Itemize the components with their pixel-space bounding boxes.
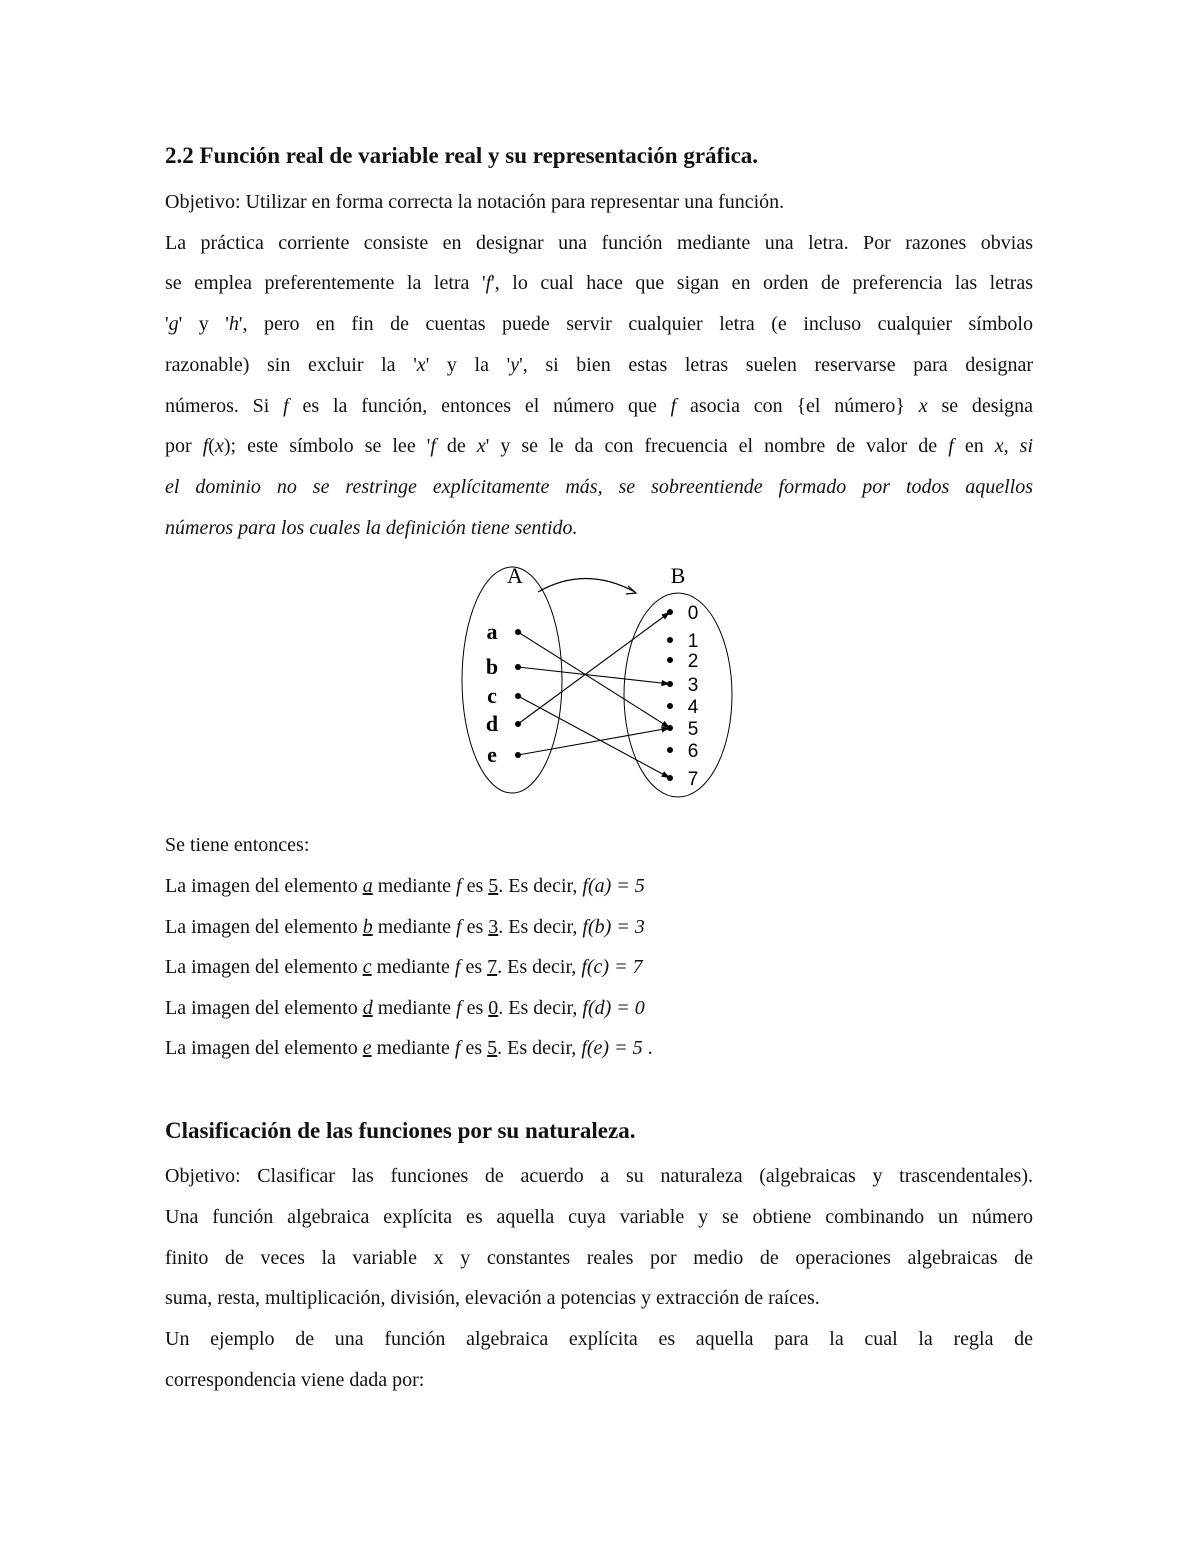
- text-segment: 3: [488, 915, 499, 938]
- text-line: [165, 996, 1033, 1020]
- text-line: [165, 231, 1033, 255]
- text-segment: Objetivo: Clasificar las funciones de acuerdo a su naturaleza (algebraicas y trascendentales).: [165, 1165, 1033, 1187]
- text-line: [165, 394, 1033, 418]
- text-segment: es: [461, 996, 489, 1019]
- text-line: [165, 1327, 1033, 1351]
- text-line: [165, 915, 1033, 939]
- mapping-line: [518, 696, 670, 778]
- text-segment: Un ejemplo de una función algebraica explícita es aquella para la cual la regla de: [165, 1328, 1033, 1351]
- codomain-label: 3: [687, 675, 699, 696]
- set-a-ellipse: [462, 567, 562, 793]
- text-segment: La imagen del elemento: [165, 956, 363, 978]
- text-segment: ' y la ': [425, 353, 511, 376]
- text-segment: . Es decir,: [497, 1037, 582, 1059]
- text-segment: f(a) = 5: [582, 875, 645, 897]
- text-segment: f(d) = 0: [582, 996, 645, 1019]
- text-line: [165, 434, 1033, 458]
- text-segment: x: [476, 435, 486, 458]
- text-segment: f: [948, 435, 954, 458]
- text-segment: La imagen del elemento: [165, 996, 363, 1019]
- text-segment: . Es decir,: [498, 996, 583, 1019]
- text-segment: de: [435, 435, 477, 458]
- domain-label: c: [487, 683, 497, 708]
- codomain-dot: [667, 637, 673, 643]
- codomain-dot: [667, 747, 673, 753]
- text-segment: mediante: [372, 996, 457, 1019]
- text-segment: f(b) = 3: [582, 915, 645, 938]
- text-segment: Objetivo: Utilizar en forma correcta la notación para representar una función.: [165, 191, 785, 213]
- text-segment: números para los cuales la definición tiene sentido.: [165, 516, 578, 539]
- text-line: [165, 312, 1033, 336]
- text-segment: mediante: [372, 915, 457, 938]
- text-segment: en: [953, 435, 995, 458]
- text-segment: (: [208, 435, 215, 458]
- text-segment: ' y se le da con frecuencia el nombre de valor de: [485, 435, 949, 458]
- text-segment: x: [918, 394, 928, 417]
- text-segment: x: [214, 435, 224, 458]
- section-title: 2.2 Función real de variable real y su representación gráfica.: [165, 143, 759, 168]
- text-segment: se designa: [927, 394, 1034, 417]
- text-line: [165, 874, 1033, 898]
- text-segment: mediante: [371, 956, 455, 978]
- text-segment: f: [202, 435, 209, 458]
- text-segment: si: [1019, 435, 1034, 458]
- text-segment: Una función algebraica explícita es aquella cuya variable y se obtiene combinando un número: [165, 1205, 1033, 1228]
- codomain-dot: [667, 657, 673, 663]
- text-line: [165, 1286, 1033, 1310]
- text-segment: y: [510, 353, 520, 376]
- text-segment: f(e) = 5: [581, 1037, 643, 1059]
- text-segment: es: [461, 875, 489, 897]
- domain-label: a: [486, 619, 498, 644]
- text-line: [165, 1036, 1033, 1060]
- text-segment: ); este símbolo se lee ': [223, 435, 431, 458]
- text-line: [165, 190, 1033, 214]
- text-segment: f: [456, 915, 462, 938]
- text-segment: La imagen del elemento: [165, 1037, 363, 1059]
- text-segment: f: [456, 996, 462, 1019]
- codomain-label: 4: [687, 697, 699, 718]
- domain-label: b: [485, 654, 499, 679]
- text-segment: es: [461, 915, 489, 938]
- text-segment: mediante: [371, 1037, 455, 1059]
- mapping-line: [518, 632, 670, 728]
- text-segment: g: [168, 313, 179, 336]
- text-segment: f: [430, 435, 436, 458]
- set-a-label: A: [507, 563, 523, 588]
- text-segment: f: [456, 875, 462, 897]
- text-segment: es: [460, 1037, 488, 1059]
- text-segment: f: [670, 394, 677, 417]
- text-segment: ', pero en fin de cuentas puede servir cualquier letra (e incluso cualquier símbolo: [238, 313, 1033, 336]
- text-segment: La práctica corriente consiste en designar una función mediante una letra. Por razones obvias: [165, 231, 1033, 254]
- text-segment: es: [460, 956, 488, 978]
- text-segment: . Es decir,: [498, 875, 583, 897]
- codomain-label: 2: [687, 651, 699, 672]
- text-segment: .: [642, 1037, 653, 1059]
- text-segment: correspondencia viene dada por:: [165, 1369, 425, 1391]
- text-segment: e: [362, 1037, 372, 1059]
- mapping-line: [518, 728, 670, 755]
- text-segment: h: [228, 313, 239, 336]
- text-segment: razonable) sin excluir la ': [165, 353, 417, 376]
- text-segment: c: [362, 956, 372, 978]
- set-b-label: B: [670, 563, 686, 588]
- domain-label: d: [485, 711, 499, 736]
- arrowhead-icon: [661, 612, 670, 619]
- text-line: [165, 271, 1033, 295]
- text-segment: 7: [487, 956, 498, 978]
- codomain-label: 1: [687, 631, 699, 652]
- section-title-2: Clasificación de las funciones por su naturaleza.: [165, 1118, 636, 1143]
- text-segment: f: [485, 272, 492, 295]
- text-segment: se emplea preferentemente la letra ': [165, 272, 486, 295]
- text-line: [165, 516, 1033, 540]
- text-segment: 0: [488, 996, 499, 1019]
- text-segment: La imagen del elemento: [165, 875, 363, 897]
- text-segment: f: [283, 394, 289, 417]
- codomain-label: 5: [687, 719, 699, 740]
- text-line: [165, 475, 1033, 499]
- text-segment: . Es decir,: [498, 915, 583, 938]
- text-segment: mediante: [372, 875, 457, 897]
- text-segment: el dominio no se restringe explícitamente más, se sobreentiende formado por todos aquellos: [165, 475, 1033, 498]
- text-segment: finito de veces la variable x y constantes reales por medio de operaciones algebraicas de: [165, 1246, 1033, 1269]
- text-segment: x: [416, 353, 426, 376]
- text-segment: ': [165, 313, 169, 336]
- text-segment: La imagen del elemento: [165, 915, 363, 938]
- text-segment: f(c) = 7: [581, 956, 643, 978]
- text-line: [165, 353, 1033, 377]
- codomain-dot: [667, 703, 673, 709]
- text-segment: 5: [488, 875, 499, 897]
- mapping-line: [518, 667, 670, 684]
- mapping-diagram: [460, 560, 750, 800]
- text-line: [165, 1205, 1033, 1229]
- mapping-arrow: [538, 579, 635, 593]
- text-segment: asocia con {el número}: [676, 394, 919, 417]
- text-segment: suma, resta, multiplicación, división, elevación a potencias y extracción de raíces.: [165, 1287, 820, 1310]
- text-segment: . Es decir,: [497, 956, 582, 978]
- text-segment: por: [165, 435, 203, 458]
- text-line: [165, 955, 1033, 979]
- text-segment: x: [994, 435, 1004, 458]
- codomain-label: 7: [687, 769, 699, 790]
- text-segment: f: [454, 956, 461, 978]
- text-segment: a: [362, 875, 373, 897]
- codomain-label: 0: [687, 603, 699, 624]
- images-intro: Se tiene entonces:: [165, 834, 310, 856]
- mapping-line: [518, 612, 670, 724]
- text-segment: f: [454, 1037, 461, 1059]
- text-segment: d: [362, 996, 373, 1019]
- text-segment: números. Si: [165, 394, 284, 417]
- text-segment: ,: [1003, 435, 1020, 458]
- text-line: [165, 1246, 1033, 1270]
- domain-label: e: [487, 742, 497, 767]
- text-segment: ' y ': [178, 313, 229, 336]
- text-line: [165, 1164, 1033, 1188]
- text-segment: ', si bien estas letras suelen reservarse para designar: [519, 353, 1033, 376]
- arrowhead-icon: [661, 771, 670, 778]
- text-segment: ', lo cual hace que sigan en orden de preferencia las letras: [491, 272, 1033, 295]
- text-segment: es la función, entonces el número que: [288, 394, 671, 417]
- text-line: [165, 1368, 1033, 1392]
- text-segment: 5: [487, 1037, 498, 1059]
- text-segment: b: [362, 915, 373, 938]
- set-b-ellipse: [624, 593, 732, 797]
- codomain-label: 6: [687, 741, 699, 762]
